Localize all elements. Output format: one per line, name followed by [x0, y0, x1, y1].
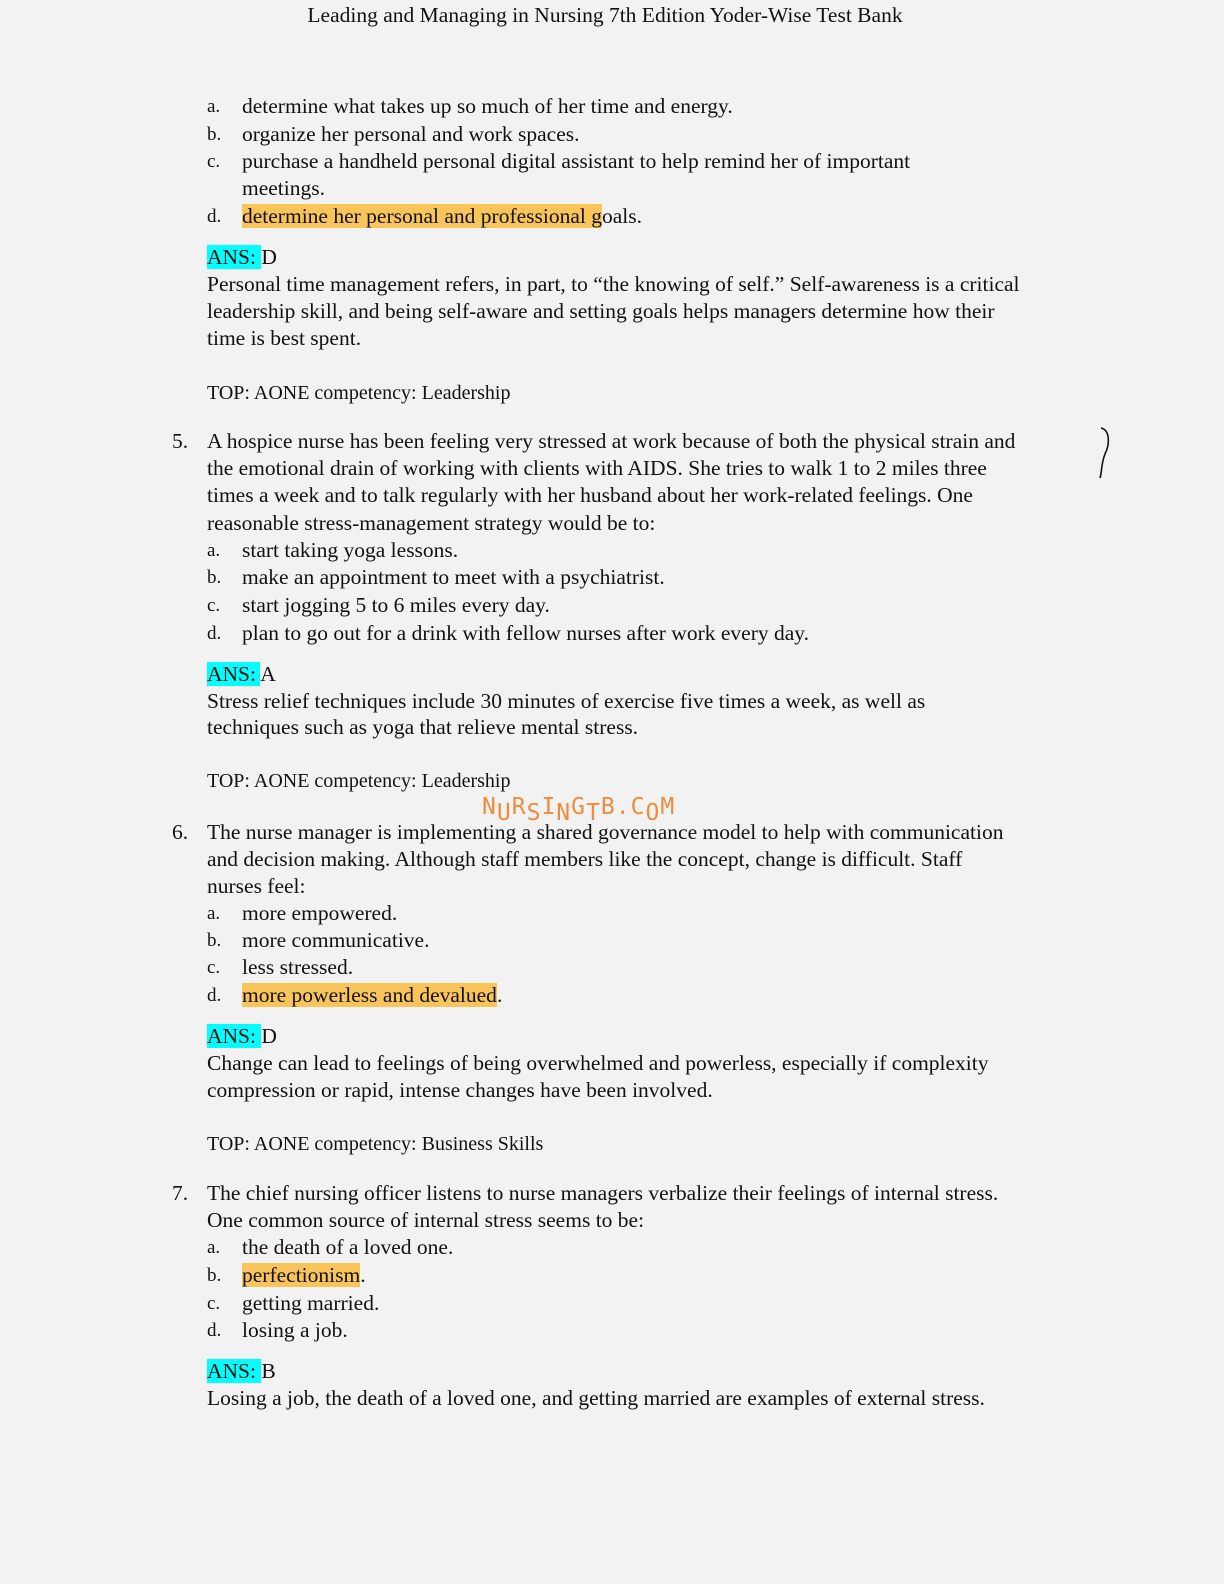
option-letter: b.	[207, 930, 222, 951]
answer-value: D	[261, 1024, 277, 1048]
topic-line: TOP: AONE competency: Leadership	[207, 382, 511, 404]
option-text: less stressed.	[242, 955, 354, 979]
question-number: 7.	[172, 1181, 189, 1205]
option-letter: a.	[207, 1237, 221, 1258]
rationale-line: techniques such as yoga that relieve mental stress.	[207, 715, 639, 739]
answer-label: ANS:	[207, 1359, 262, 1383]
watermark-letter: T	[586, 800, 601, 826]
topic-line: TOP: AONE competency: Leadership	[207, 770, 511, 792]
option-text-rest: .	[496, 983, 503, 1007]
question-stem-line: times a week and to talk regularly with her husband about her work-related feelings. One	[207, 483, 973, 507]
option-text: getting married.	[242, 1291, 380, 1315]
watermark-letter: U	[496, 800, 512, 826]
option-letter: d.	[207, 623, 222, 644]
question-stem-line: and decision making. Although staff members like the concept, change is difficult. Staff	[207, 847, 963, 871]
option-text: start jogging 5 to 6 miles every day.	[242, 593, 550, 617]
question-stem-line: One common source of internal stress seems to be:	[207, 1208, 645, 1232]
rationale-line: Losing a job, the death of a loved one, and getting married are examples of external stress.	[207, 1386, 985, 1410]
rationale-line: time is best spent.	[207, 326, 362, 350]
rationale-line: Stress relief techniques include 30 minutes of exercise five times a week, as well as	[207, 689, 926, 713]
watermark-letter: G	[571, 794, 587, 820]
option-text: start taking yoga lessons.	[242, 538, 459, 562]
option-letter: b.	[207, 124, 222, 145]
option-letter: d.	[207, 985, 222, 1006]
option-text: more communicative.	[242, 928, 430, 952]
rationale-line: Change can lead to feelings of being overwhelmed and powerless, especially if complexity	[207, 1051, 989, 1075]
watermark-letter: O	[645, 800, 661, 826]
option-letter: a.	[207, 96, 221, 117]
option-text: purchase a handheld personal digital assistant to help remind her of important	[242, 149, 911, 173]
watermark-letter: .	[615, 794, 631, 820]
watermark-letter: C	[630, 794, 646, 820]
watermark-letter: N	[482, 794, 497, 820]
option-letter: b.	[207, 567, 222, 588]
watermark-letter: N	[556, 800, 572, 826]
watermark-letter: B	[600, 794, 616, 820]
page-header: Leading and Managing in Nursing 7th Edition Yoder-Wise Test Bank	[307, 3, 903, 27]
watermark-letter: I	[541, 794, 557, 820]
topic-line: TOP: AONE competency: Business Skills	[207, 1133, 544, 1155]
answer-line	[207, 1358, 276, 1385]
answer-line	[207, 1023, 277, 1050]
option-text: more empowered.	[242, 901, 398, 925]
option-letter: c.	[207, 957, 221, 978]
question-stem-line: The chief nursing officer listens to nurse managers verbalize their feelings of internal stress.	[207, 1181, 999, 1205]
option-text: organize her personal and work spaces.	[242, 122, 580, 146]
option-letter: c.	[207, 595, 221, 616]
option-letter: d.	[207, 206, 222, 227]
option-letter: b.	[207, 1265, 222, 1286]
answer-value: A	[260, 662, 276, 686]
answer-label: ANS:	[207, 1024, 262, 1048]
option-text-correct	[242, 982, 502, 1009]
answer-highlight: more powerless and devalued	[242, 983, 497, 1007]
rationale-line: leadership skill, and being self-aware and setting goals helps managers determine how their	[207, 299, 995, 323]
answer-line	[207, 661, 276, 688]
option-letter: d.	[207, 1320, 222, 1341]
question-stem-line: A hospice nurse has been feeling very stressed at work because of both the physical strain and	[207, 429, 1016, 453]
answer-value: B	[261, 1359, 276, 1383]
answer-label: ANS:	[207, 662, 261, 686]
option-letter: a.	[207, 903, 221, 924]
watermark-letter: R	[511, 794, 527, 820]
option-text-rest: oals.	[602, 204, 643, 228]
question-stem-line: The nurse manager is implementing a shared governance model to help with communication	[207, 820, 1004, 844]
watermark-letter: S	[526, 800, 542, 826]
option-text: the death of a loved one.	[242, 1235, 454, 1259]
option-letter: c.	[207, 1293, 221, 1314]
answer-highlight: perfectionism	[242, 1263, 361, 1287]
answer-highlight: determine her personal and professional g	[242, 204, 602, 228]
question-number: 5.	[172, 429, 189, 453]
question-stem-line: reasonable stress-management strategy would be to:	[207, 511, 656, 535]
handwritten-mark-icon	[1098, 424, 1112, 484]
question-stem-line: the emotional drain of working with clients with AIDS. She tries to walk 1 to 2 miles three	[207, 456, 987, 480]
option-text: determine what takes up so much of her time and energy.	[242, 94, 733, 118]
question-stem-line: nurses feel:	[207, 874, 306, 898]
rationale-line: compression or rapid, intense changes have been involved.	[207, 1078, 713, 1102]
answer-label: ANS:	[207, 245, 262, 269]
option-text-correct	[242, 203, 642, 230]
question-number: 6.	[172, 820, 189, 844]
option-letter: c.	[207, 151, 221, 172]
option-text-correct	[242, 1262, 366, 1289]
option-text: plan to go out for a drink with fellow nurses after work every day.	[242, 621, 809, 645]
option-text-continued: meetings.	[242, 176, 325, 200]
option-text: make an appointment to meet with a psychiatrist.	[242, 565, 665, 589]
option-text-rest: .	[360, 1263, 366, 1287]
option-text: losing a job.	[242, 1318, 348, 1342]
watermark	[482, 794, 676, 826]
watermark-letter: M	[660, 794, 676, 820]
option-letter: a.	[207, 540, 221, 561]
answer-line	[207, 244, 277, 271]
answer-value: D	[261, 245, 277, 269]
rationale-line: Personal time management refers, in part, to “the knowing of self.” Self-awareness is a critical	[207, 272, 1020, 296]
